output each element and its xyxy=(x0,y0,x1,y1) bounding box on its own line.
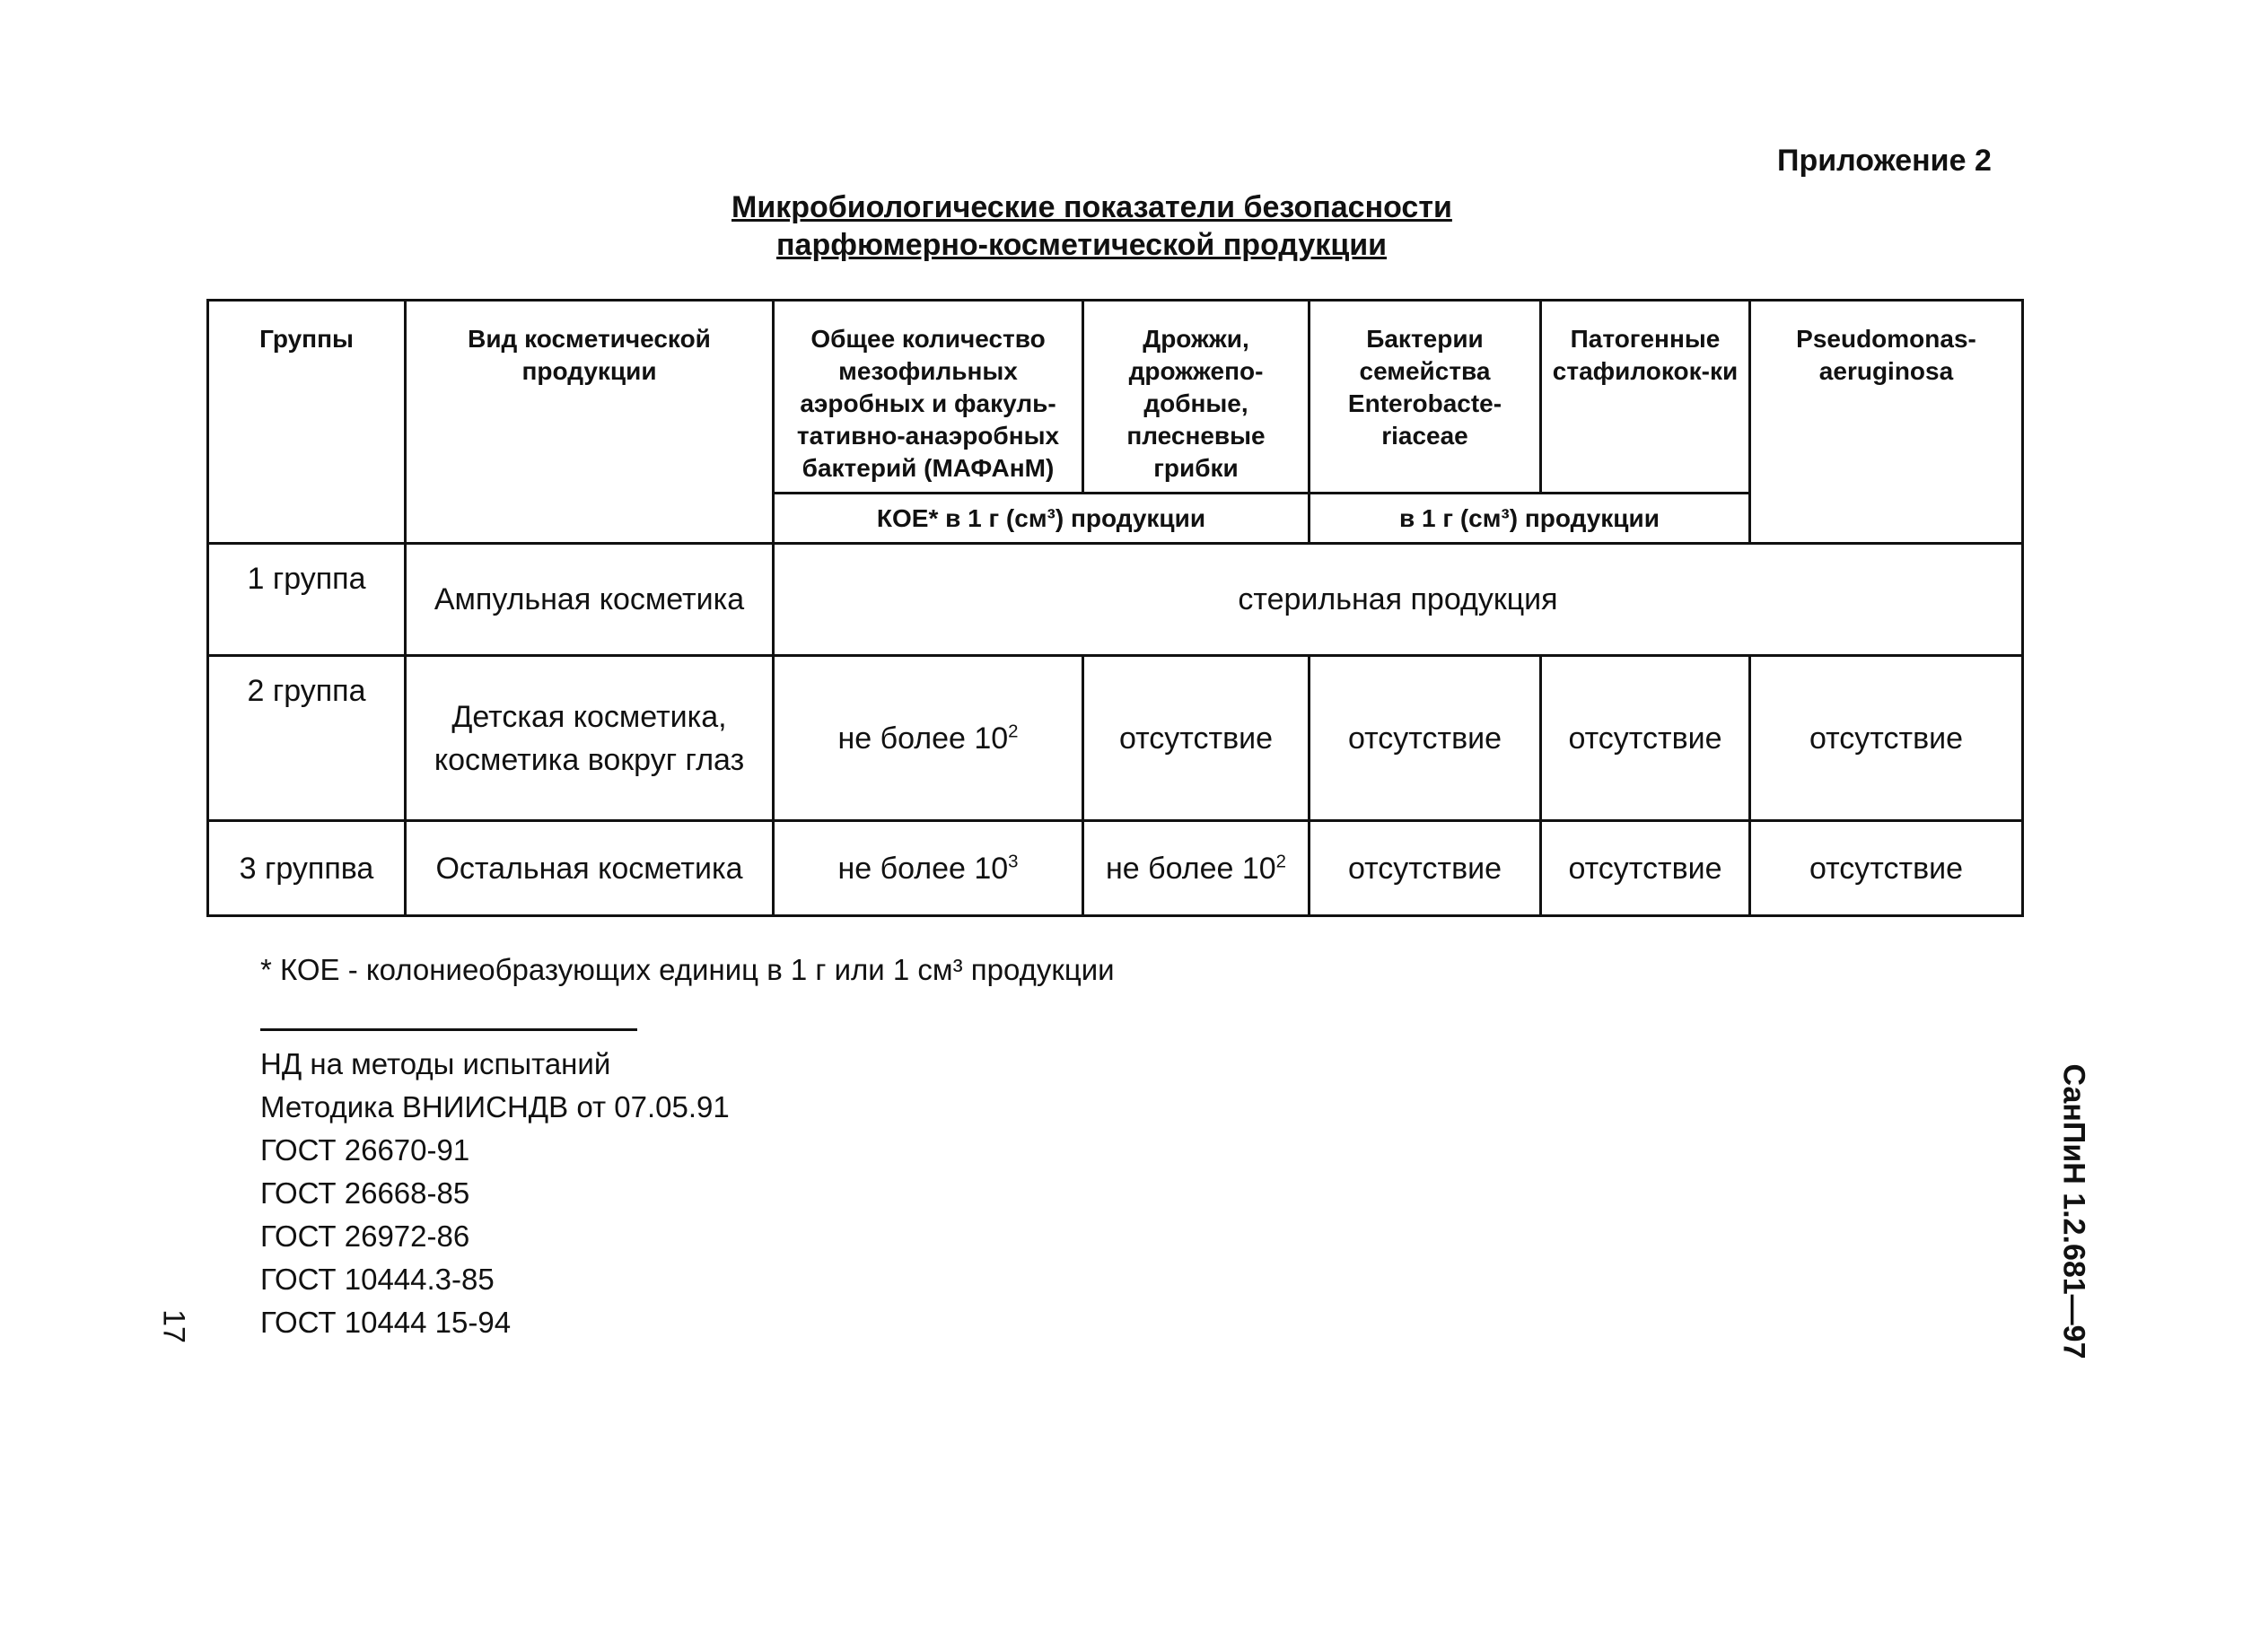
product-cell: Детская косметика, косметика вокруг глаз xyxy=(406,656,774,821)
group-cell: 1 группа xyxy=(208,544,406,656)
yeasts-cell xyxy=(1083,656,1310,821)
header-mafanm: Общее количество мезофильных аэробных и факуль-тативно-анаэробных бактерий (МАФАнМ) xyxy=(774,301,1083,494)
footnote: * КОЕ - колониеобразующих единиц в 1 г или 1 см³ продукции xyxy=(260,953,1115,986)
list-item: ГОСТ 10444 15-94 xyxy=(260,1306,512,1339)
yeasts-cell xyxy=(1083,821,1310,916)
sterile-product-cell: стерильная продукция xyxy=(774,544,2023,656)
list-item: ГОСТ 26670-91 xyxy=(260,1133,470,1167)
appendix-label: Приложение 2 xyxy=(1777,144,1992,178)
title-line-2: парфюмерно-косметической продукции xyxy=(776,228,1388,262)
product-cell: Остальная косметика xyxy=(406,821,774,916)
units-cfu: КОЕ* в 1 г (см³) продукции xyxy=(774,494,1310,544)
exponent: 3 xyxy=(1008,852,1019,872)
units-per-gram: в 1 г (см³) продукции xyxy=(1310,494,1750,544)
methods-list xyxy=(260,1043,730,1344)
header-staphylococci: Патогенные стафилокок-ки xyxy=(1541,301,1750,494)
table-header-row xyxy=(208,301,2023,494)
exponent: 2 xyxy=(1275,852,1287,872)
enterobacteriaceae-cell: отсутствие xyxy=(1310,656,1541,821)
header-groups: Группы xyxy=(208,301,406,544)
list-item: НД на методы испытаний xyxy=(260,1047,611,1080)
title-line-1: Микробиологические показатели безопасности xyxy=(731,190,1452,224)
table-row xyxy=(208,821,2023,916)
value-text: не более 10 xyxy=(837,851,1009,886)
group-cell: 2 группа xyxy=(208,656,406,821)
table-row xyxy=(208,656,2023,821)
header-product-type: Вид косметической продукции xyxy=(406,301,774,544)
header-pseudomonas: Pseudomonas-aeruginosa xyxy=(1750,301,2023,544)
document-code: СанПиН 1.2.681—97 xyxy=(2056,1063,2091,1359)
pseudomonas-cell: отсутствие xyxy=(1750,821,2023,916)
staphylococci-cell: отсутствие xyxy=(1541,821,1750,916)
page-number: 17 xyxy=(156,1309,191,1343)
divider xyxy=(260,1028,637,1031)
exponent: 2 xyxy=(1008,721,1019,742)
list-item: ГОСТ 10444.3-85 xyxy=(260,1263,495,1296)
mafanm-cell xyxy=(774,656,1083,821)
list-item: ГОСТ 26972-86 xyxy=(260,1219,470,1253)
value-text: не более 10 xyxy=(837,721,1009,756)
header-yeasts: Дрожжи, дрожжепо-добные, плесневые грибки xyxy=(1083,301,1310,494)
value-text: не более 10 xyxy=(1105,851,1276,886)
value-text: отсутствие xyxy=(1118,721,1274,756)
mafanm-cell xyxy=(774,821,1083,916)
staphylococci-cell: отсутствие xyxy=(1541,656,1750,821)
enterobacteriaceae-cell: отсутствие xyxy=(1310,821,1541,916)
header-enterobacteriaceae: Бактерии семейства Enterobacte-riaceae xyxy=(1310,301,1541,494)
microbiology-table xyxy=(206,299,2024,917)
list-item: Методика ВНИИСНДВ от 07.05.91 xyxy=(260,1090,730,1123)
list-item: ГОСТ 26668-85 xyxy=(260,1176,470,1210)
table-row xyxy=(208,544,2023,656)
product-cell: Ампульная косметика xyxy=(406,544,774,656)
pseudomonas-cell: отсутствие xyxy=(1750,656,2023,821)
group-cell: 3 группва xyxy=(208,821,406,916)
